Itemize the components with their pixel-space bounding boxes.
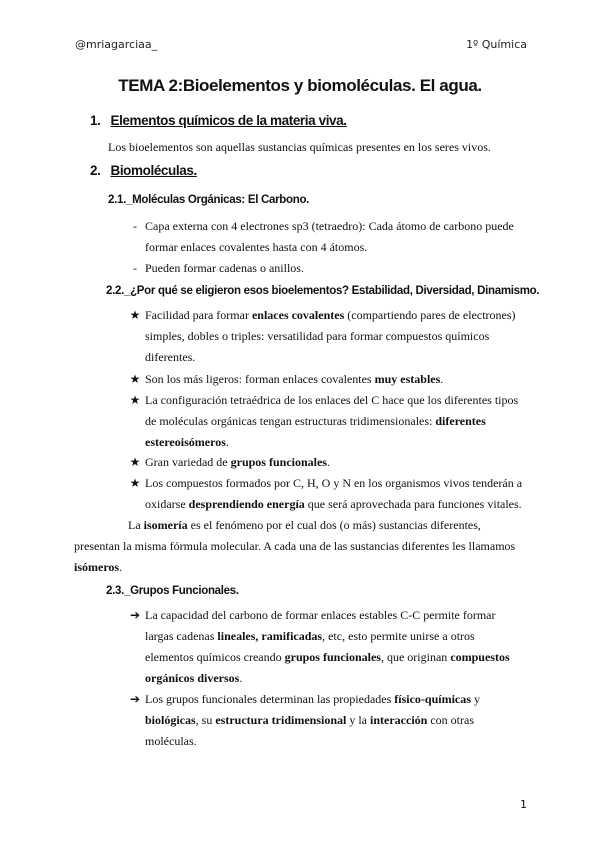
list-item-line: moléculas. (145, 734, 197, 748)
list-item (128, 452, 523, 473)
list-item-line: estereoisómeros. (145, 435, 229, 449)
list-item-line: Los compuestos formados por C, H, O y N en los organismos vivos tenderán a (145, 476, 523, 490)
page-title: TEMA 2:Bioelementos y biomoléculas. El agua. (118, 76, 482, 95)
star-icon: ★ (129, 476, 141, 490)
star-icon: ★ (129, 372, 141, 386)
subsection-2-2-heading: 2.2._¿Por qué se eligieron esos bioelementos? Estabilidad, Diversidad, Dinamismo. (106, 285, 540, 297)
section-2-heading (90, 163, 197, 178)
section-1-heading (90, 113, 347, 128)
list-item (128, 689, 523, 752)
list-item-line: elementos químicos creando grupos funcionales, que originan compuestos (145, 650, 510, 664)
section-number: 2. (90, 163, 101, 178)
list-item-line: Pueden formar cadenas o anillos. (145, 261, 304, 275)
list-item-line: Gran variedad de grupos funcionales. (145, 455, 330, 469)
list-item (128, 390, 523, 453)
page-number: 1 (520, 798, 527, 811)
list-item-line: La configuración tetraédrica de los enlaces del C hace que los diferentes tipos (145, 393, 519, 407)
arrow-icon: ➔ (129, 692, 141, 706)
list-item-line: largas cadenas lineales, ramificadas, etc, esto permite unirse a otros (145, 629, 475, 643)
section-title: Biomoléculas. (110, 163, 197, 178)
list-item (128, 216, 523, 258)
list-item-line: oxidarse desprendiendo energía que será aprovechada para funciones vitales. (145, 497, 522, 511)
list-item-line: Los grupos funcionales determinan las propiedades físico-químicas y (145, 692, 480, 706)
list-item (128, 258, 523, 279)
header-author: @mriagarciaa_ (75, 38, 158, 51)
list-item (128, 473, 523, 515)
paragraph-line: isómeros. (74, 560, 123, 574)
list-item-line: Capa externa con 4 electrones sp3 (tetraedro): Cada átomo de carbono puede (145, 219, 514, 233)
list-item-line: formar enlaces covalentes hasta con 4 átomos. (145, 240, 368, 254)
list-item-line: orgánicos diversos. (145, 671, 243, 685)
list-item (128, 369, 523, 390)
list-item-line: La capacidad del carbono de formar enlaces estables C-C permite formar (145, 608, 496, 622)
list-item (128, 605, 523, 689)
paragraph-line: La isomería es el fenómeno por el cual dos (o más) sustancias diferentes, (128, 518, 481, 532)
list-item-line: Son los más ligeros: forman enlaces covalentes muy estables. (145, 372, 444, 386)
list-item-line: biológicas, su estructura tridimensional y la interacción con otras (145, 713, 474, 727)
subsection-2-1-heading: 2.1._Moléculas Orgánicas: El Carbono. (108, 194, 310, 206)
star-icon: ★ (129, 393, 141, 407)
section-1-text: Los bioelementos son aquellas sustancias químicas presentes en los seres vivos. (108, 140, 491, 154)
list-item-line: de moléculas orgánicas tengan estructuras tridimensionales: diferentes (145, 414, 486, 428)
list-item-line: simples, dobles o triples: versatilidad para formar compuestos químicos (145, 329, 490, 343)
paragraph-line: presentan la misma fórmula molecular. A cada una de las sustancias diferentes les llamamos (74, 539, 516, 553)
star-icon: ★ (129, 455, 141, 469)
header-course: 1º Química (466, 38, 527, 51)
section-number: 1. (90, 113, 101, 128)
list-item-line: Facilidad para formar enlaces covalentes (compartiendo pares de electrones) (145, 308, 516, 322)
dash-marker: - (133, 219, 137, 233)
list-item-line: diferentes. (145, 350, 196, 364)
section-title: Elementos químicos de la materia viva. (110, 113, 347, 128)
dash-marker: - (133, 261, 137, 275)
star-icon: ★ (129, 308, 141, 322)
list-item (128, 305, 523, 368)
arrow-icon: ➔ (129, 608, 141, 622)
subsection-2-3-heading: 2.3._Grupos Funcionales. (106, 585, 239, 597)
